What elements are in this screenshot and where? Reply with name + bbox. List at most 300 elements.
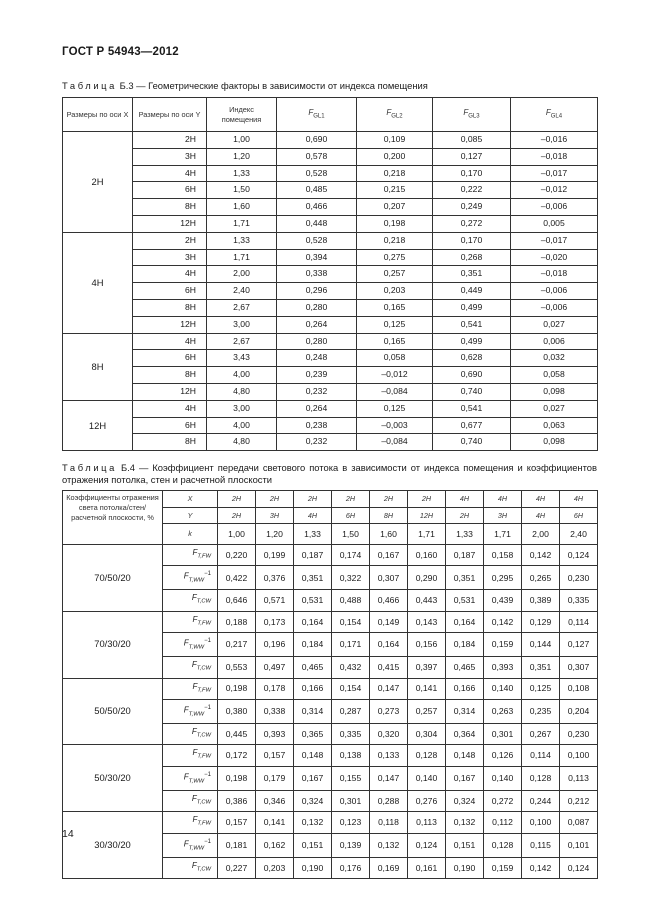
- transfer-coefficient: 0,188: [218, 611, 256, 632]
- cell-value: 0,170: [460, 234, 483, 245]
- transfer-coefficient: 0,230: [560, 566, 598, 590]
- coef-symbol: F: [191, 727, 197, 737]
- geometric-factor: [277, 283, 357, 300]
- coef-sub: T,CW: [196, 665, 211, 672]
- geometric-factor: [511, 199, 598, 216]
- transfer-coefficient: 0,178: [256, 678, 294, 699]
- geometric-factor: [511, 383, 598, 400]
- cell-value: 0,125: [383, 318, 406, 329]
- transfer-coefficient: 0,198: [218, 766, 256, 790]
- room-index: [207, 299, 277, 316]
- geometric-factor: [277, 400, 357, 417]
- coef-sub: T,FW: [197, 687, 211, 694]
- geometric-factor: [511, 182, 598, 199]
- table-row: [63, 165, 598, 182]
- cell-value: 0,222: [460, 184, 483, 195]
- cell-value: 0,027: [543, 402, 565, 413]
- room-index: [207, 215, 277, 232]
- transfer-coefficient: 0,151: [446, 833, 484, 857]
- coef-sub: T,WW: [188, 711, 205, 718]
- geometric-factor: [511, 165, 598, 182]
- table-row: [63, 417, 598, 434]
- col-header-fgl1: $F_{GL1}$: [277, 98, 357, 132]
- transfer-coefficient: 0,190: [446, 857, 484, 878]
- y-value: 12H: [408, 507, 446, 524]
- document-header: ГОСТ Р 54943—2012: [62, 46, 179, 58]
- geometric-factor: [433, 434, 511, 451]
- transfer-coefficient: 0,143: [408, 611, 446, 632]
- transfer-coefficient: 0,220: [218, 545, 256, 566]
- transfer-coefficient: 0,415: [370, 657, 408, 678]
- k-value: 2,00: [522, 524, 560, 545]
- transfer-coefficient: 0,488: [332, 590, 370, 611]
- transfer-coefficient: 0,230: [560, 724, 598, 745]
- transfer-coefficient: 0,267: [522, 724, 560, 745]
- geometric-factor: [357, 283, 433, 300]
- cell-value: 0,248: [305, 352, 328, 363]
- transfer-coefficient: 0,351: [446, 566, 484, 590]
- caption-text: Б.3 — Геометрические факторы в зависимости от индекса помещения: [119, 80, 428, 91]
- x-value: 4H: [446, 491, 484, 508]
- transfer-coefficient: 0,169: [370, 857, 408, 878]
- group-x-size: [63, 232, 133, 333]
- transfer-coefficient: 0,142: [522, 545, 560, 566]
- geometric-factor: [511, 132, 598, 149]
- transfer-coefficient: 0,166: [446, 678, 484, 699]
- room-index: [207, 367, 277, 384]
- transfer-coefficient: 0,439: [484, 590, 522, 611]
- geometric-factor: [433, 165, 511, 182]
- cell-value: 8H: [185, 301, 196, 312]
- coefficient-symbol: [163, 566, 218, 590]
- cell-value: 8H: [91, 360, 104, 372]
- transfer-coefficient: 0,276: [408, 790, 446, 811]
- room-index: [207, 132, 277, 149]
- cell-value: 4,80: [233, 385, 250, 396]
- cell-value: 3,43: [233, 352, 250, 363]
- transfer-coefficient: 0,132: [294, 812, 332, 833]
- cell-value: 0,541: [460, 318, 483, 329]
- geometric-factor: [511, 232, 598, 249]
- coef-sub: T,WW: [188, 644, 205, 651]
- geometric-factor: [277, 132, 357, 149]
- geometric-factor: [511, 316, 598, 333]
- geometric-factor: [357, 165, 433, 182]
- coef-sub: T,FW: [197, 620, 211, 627]
- transfer-coefficient: 0,124: [560, 545, 598, 566]
- geometric-factor: [433, 266, 511, 283]
- geometric-factor: [357, 182, 433, 199]
- cell-value: 0,257: [383, 268, 406, 279]
- transfer-coefficient: 0,314: [294, 700, 332, 724]
- geometric-factor: [511, 215, 598, 232]
- geometric-factor: [511, 299, 598, 316]
- transfer-coefficient: 0,187: [294, 545, 332, 566]
- geometric-factor: [511, 333, 598, 350]
- cell-value: 0,448: [305, 217, 328, 228]
- table-row: [63, 367, 598, 384]
- k-value: 1,71: [484, 524, 522, 545]
- y-value: 2H: [218, 507, 256, 524]
- transfer-coefficient: 0,393: [484, 657, 522, 678]
- coef-symbol: F: [191, 860, 197, 870]
- cell-value: 1,33: [233, 234, 250, 245]
- transfer-coefficient: 0,157: [218, 812, 256, 833]
- transfer-coefficient: 0,174: [332, 545, 370, 566]
- geometric-factor: [277, 350, 357, 367]
- cell-value: 2,40: [233, 285, 250, 296]
- cell-value: 0,690: [305, 134, 328, 144]
- transfer-coefficient: 0,290: [408, 566, 446, 590]
- cell-value: 6H: [185, 285, 196, 296]
- cell-value: 0,165: [383, 335, 406, 346]
- transfer-coefficient: 0,144: [522, 633, 560, 657]
- row-label: Y: [163, 507, 218, 524]
- cell-value: 0,541: [460, 402, 483, 413]
- geometric-factor: [277, 165, 357, 182]
- transfer-coefficient: 0,227: [218, 857, 256, 878]
- transfer-coefficient: 0,159: [484, 633, 522, 657]
- transfer-coefficient: 0,128: [408, 745, 446, 766]
- transfer-coefficient: 0,295: [484, 566, 522, 590]
- transfer-coefficient: 0,129: [522, 611, 560, 632]
- cell-value: 1,20: [233, 150, 250, 161]
- transfer-coefficient: 0,108: [560, 678, 598, 699]
- table-b4-caption: [62, 462, 597, 485]
- cell-value: 1,71: [233, 217, 250, 228]
- coefficient-symbol: [163, 590, 218, 611]
- cell-value: 0,239: [305, 369, 328, 380]
- geometric-factor: [433, 367, 511, 384]
- room-index: [207, 434, 277, 451]
- transfer-coefficient: 0,101: [560, 833, 598, 857]
- coefficient-symbol: [163, 657, 218, 678]
- transfer-coefficient: 0,184: [294, 633, 332, 657]
- cell-value: 0,740: [460, 385, 483, 396]
- cell-value: 0,006: [543, 335, 565, 346]
- cell-value: 0,109: [383, 134, 406, 144]
- table-row: [63, 611, 598, 632]
- room-index: [207, 148, 277, 165]
- cell-value: 0,207: [383, 201, 406, 212]
- table-row: [63, 545, 598, 566]
- geometric-factor: [511, 148, 598, 165]
- geometric-factor: [357, 316, 433, 333]
- geometric-factor: [357, 215, 433, 232]
- transfer-coefficient: 0,126: [484, 745, 522, 766]
- transfer-coefficient: 0,125: [522, 678, 560, 699]
- cell-value: –0,006: [540, 201, 568, 212]
- cell-value: 4,00: [233, 419, 250, 430]
- geometric-factor: [433, 148, 511, 165]
- y-size: [133, 316, 207, 333]
- transfer-coefficient: 0,244: [522, 790, 560, 811]
- geometric-factor: [277, 215, 357, 232]
- geometric-factor: [511, 367, 598, 384]
- y-size: [133, 350, 207, 367]
- coef-sub: T,CW: [196, 866, 211, 873]
- cell-value: 0,032: [543, 352, 565, 363]
- geometric-factor: [277, 417, 357, 434]
- cell-value: 0,296: [305, 285, 328, 296]
- cell-value: –0,020: [540, 251, 568, 262]
- table-row: [63, 266, 598, 283]
- caption-label: Таблица: [62, 80, 117, 91]
- coefficient-symbol: [163, 812, 218, 833]
- transfer-coefficient: 0,167: [370, 545, 408, 566]
- y-size: [133, 434, 207, 451]
- geometric-factor: [357, 367, 433, 384]
- cell-value: 0,125: [383, 402, 406, 413]
- geometric-factor: [357, 333, 433, 350]
- transfer-coefficient: 0,154: [332, 611, 370, 632]
- cell-value: 0,085: [460, 134, 483, 144]
- caption-label: Таблица: [62, 462, 117, 473]
- geometric-factor: [357, 148, 433, 165]
- cell-value: –0,084: [381, 436, 408, 447]
- table-row: [63, 182, 598, 199]
- col-header-fgl3: $F_{GL3}$: [433, 98, 511, 132]
- y-value: 8H: [370, 507, 408, 524]
- geometric-factor: [433, 215, 511, 232]
- transfer-coefficient: 0,124: [560, 857, 598, 878]
- transfer-coefficient: 0,148: [294, 745, 332, 766]
- transfer-coefficient: 0,138: [332, 745, 370, 766]
- transfer-coefficient: 0,365: [294, 724, 332, 745]
- transfer-coefficient: 0,161: [408, 857, 446, 878]
- transfer-coefficient: 0,320: [370, 724, 408, 745]
- transfer-coefficient: 0,100: [522, 812, 560, 833]
- transfer-coefficient: 0,272: [484, 790, 522, 811]
- cell-value: 0,351: [460, 268, 483, 279]
- geometric-factor: [511, 400, 598, 417]
- table-b4-head: [63, 491, 598, 545]
- transfer-coefficient: 0,157: [256, 745, 294, 766]
- x-value: 4H: [484, 491, 522, 508]
- geometric-factor: [357, 400, 433, 417]
- geometric-factor: [277, 434, 357, 451]
- reflectance-group: 30/30/20: [63, 812, 163, 879]
- cell-value: 0,272: [460, 217, 483, 228]
- transfer-coefficient: 0,164: [370, 633, 408, 657]
- coef-sub: T,FW: [197, 820, 211, 827]
- transfer-coefficient: 0,139: [332, 833, 370, 857]
- transfer-coefficient: 0,164: [294, 611, 332, 632]
- cell-value: 0,528: [305, 234, 328, 245]
- transfer-coefficient: 0,140: [408, 766, 446, 790]
- reflectance-group: 70/30/20: [63, 611, 163, 678]
- transfer-coefficient: 0,338: [256, 700, 294, 724]
- geometric-factor: [357, 249, 433, 266]
- reflectance-group: 50/30/20: [63, 745, 163, 812]
- col-header-x: Размеры по оси X: [63, 98, 133, 132]
- transfer-coefficient: 0,307: [560, 657, 598, 678]
- cell-value: 6H: [185, 184, 196, 195]
- transfer-coefficient: 0,187: [446, 545, 484, 566]
- coefficient-symbol: [163, 790, 218, 811]
- room-index: [207, 400, 277, 417]
- transfer-coefficient: 0,142: [522, 857, 560, 878]
- transfer-coefficient: 0,156: [408, 633, 446, 657]
- transfer-coefficient: 0,307: [370, 566, 408, 590]
- cell-value: –0,016: [540, 134, 568, 144]
- reflectance-group: 70/50/20: [63, 545, 163, 612]
- cell-value: 0,628: [460, 352, 483, 363]
- cell-value: 2H: [91, 175, 104, 187]
- transfer-coefficient: 0,142: [484, 611, 522, 632]
- transfer-coefficient: 0,141: [256, 812, 294, 833]
- transfer-coefficient: 0,176: [332, 857, 370, 878]
- cell-value: 0,058: [383, 352, 406, 363]
- cell-value: 1,60: [233, 201, 250, 212]
- x-value: 2H: [256, 491, 294, 508]
- table-row: [63, 148, 598, 165]
- coefficient-symbol: [163, 611, 218, 632]
- geometric-factor: [357, 434, 433, 451]
- k-value: 1,71: [408, 524, 446, 545]
- coefficient-symbol: [163, 633, 218, 657]
- transfer-coefficient: 0,181: [218, 833, 256, 857]
- transfer-coefficient: 0,132: [370, 833, 408, 857]
- cell-value: 4,80: [233, 436, 250, 447]
- geometric-factor: [277, 383, 357, 400]
- transfer-coefficient: 0,443: [408, 590, 446, 611]
- cell-value: –0,006: [540, 285, 568, 296]
- table-row: [63, 249, 598, 266]
- table-row: [63, 283, 598, 300]
- transfer-coefficient: 0,571: [256, 590, 294, 611]
- transfer-coefficient: 0,128: [484, 833, 522, 857]
- geometric-factor: [277, 299, 357, 316]
- y-value: 4H: [294, 507, 332, 524]
- y-size: [133, 148, 207, 165]
- coef-symbol: F: [183, 772, 189, 782]
- cell-value: –0,003: [381, 419, 408, 430]
- transfer-coefficient: 0,465: [294, 657, 332, 678]
- cell-value: 0,275: [383, 251, 406, 262]
- geometric-factor: [433, 299, 511, 316]
- room-index: [207, 383, 277, 400]
- geometric-factor: [357, 299, 433, 316]
- geometric-factor: [277, 367, 357, 384]
- caption-text: Б.4 — Коэффициент передачи светового потока в зависимости от индекса помещения и коэффициентов отражения потолка, стен и расчетной плоскости: [62, 462, 597, 485]
- transfer-coefficient: 0,113: [560, 766, 598, 790]
- table-row: [63, 745, 598, 766]
- y-size: [133, 199, 207, 216]
- cell-value: –0,012: [540, 184, 568, 195]
- y-size: [133, 400, 207, 417]
- geometric-factor: [357, 383, 433, 400]
- coef-sub: T,WW: [188, 778, 205, 785]
- transfer-coefficient: 0,124: [408, 833, 446, 857]
- cell-value: 0,027: [543, 318, 565, 329]
- k-value: 1,20: [256, 524, 294, 545]
- transfer-coefficient: 0,166: [294, 678, 332, 699]
- transfer-coefficient: 0,160: [408, 545, 446, 566]
- table-b3-body: [63, 132, 598, 451]
- geometric-factor: [277, 333, 357, 350]
- coef-symbol: F: [191, 593, 197, 603]
- geometric-factor: [433, 199, 511, 216]
- x-value: 4H: [560, 491, 598, 508]
- col-header-fgl4: $F_{GL4}$: [511, 98, 598, 132]
- transfer-coefficient: 0,140: [484, 766, 522, 790]
- room-index: [207, 266, 277, 283]
- coefficient-symbol: [163, 724, 218, 745]
- transfer-coefficient: 0,203: [256, 857, 294, 878]
- y-size: [133, 383, 207, 400]
- cell-value: 0,165: [383, 301, 406, 312]
- y-size: [133, 182, 207, 199]
- coef-sup: −1: [204, 838, 211, 845]
- table-row: [63, 299, 598, 316]
- cell-value: 2H: [185, 134, 196, 144]
- table-row: [63, 383, 598, 400]
- y-value: 3H: [484, 507, 522, 524]
- transfer-coefficient: 0,140: [484, 678, 522, 699]
- coefficient-symbol: [163, 700, 218, 724]
- transfer-coefficient: 0,386: [218, 790, 256, 811]
- cell-value: 0,098: [543, 436, 565, 447]
- y-value: 3H: [256, 507, 294, 524]
- table-row: [63, 400, 598, 417]
- cell-value: 0,264: [305, 318, 328, 329]
- page-number: 14: [62, 828, 74, 840]
- transfer-coefficient: 0,087: [560, 812, 598, 833]
- cell-value: 0,280: [305, 301, 328, 312]
- transfer-coefficient: 0,466: [370, 590, 408, 611]
- transfer-coefficient: 0,265: [522, 566, 560, 590]
- transfer-coefficient: 0,171: [332, 633, 370, 657]
- transfer-coefficient: 0,553: [218, 657, 256, 678]
- transfer-coefficient: 0,497: [256, 657, 294, 678]
- transfer-coefficient: 0,376: [256, 566, 294, 590]
- coef-sub: T,CW: [196, 599, 211, 606]
- transfer-coefficient: 0,133: [370, 745, 408, 766]
- room-index: [207, 350, 277, 367]
- transfer-coefficient: 0,198: [218, 678, 256, 699]
- cell-value: –0,012: [381, 369, 408, 380]
- table-row: [63, 199, 598, 216]
- room-index: [207, 182, 277, 199]
- transfer-coefficient: 0,335: [332, 724, 370, 745]
- group-x-size: [63, 333, 133, 400]
- cell-value: 0,740: [460, 436, 483, 447]
- geometric-factor: [511, 283, 598, 300]
- cell-value: 0,394: [305, 251, 328, 262]
- transfer-coefficient: 0,132: [446, 812, 484, 833]
- geometric-factor: [433, 316, 511, 333]
- transfer-coefficient: 0,217: [218, 633, 256, 657]
- table-row: [63, 333, 598, 350]
- cell-value: 0,268: [460, 251, 483, 262]
- col-header-fgl2: $F_{GL2}$: [357, 98, 433, 132]
- cell-value: 1,00: [233, 134, 250, 144]
- coef-sup: −1: [204, 638, 211, 645]
- transfer-coefficient: 0,422: [218, 566, 256, 590]
- cell-value: 0,058: [543, 369, 565, 380]
- room-index: [207, 316, 277, 333]
- cell-value: –0,018: [540, 150, 568, 161]
- cell-value: –0,006: [540, 301, 568, 312]
- cell-value: 0,232: [305, 436, 328, 447]
- transfer-coefficient: 0,346: [256, 790, 294, 811]
- transfer-coefficient: 0,393: [256, 724, 294, 745]
- cell-value: 0,198: [383, 217, 406, 228]
- transfer-coefficient: 0,190: [294, 857, 332, 878]
- x-value: 2H: [408, 491, 446, 508]
- transfer-coefficient: 0,257: [408, 700, 446, 724]
